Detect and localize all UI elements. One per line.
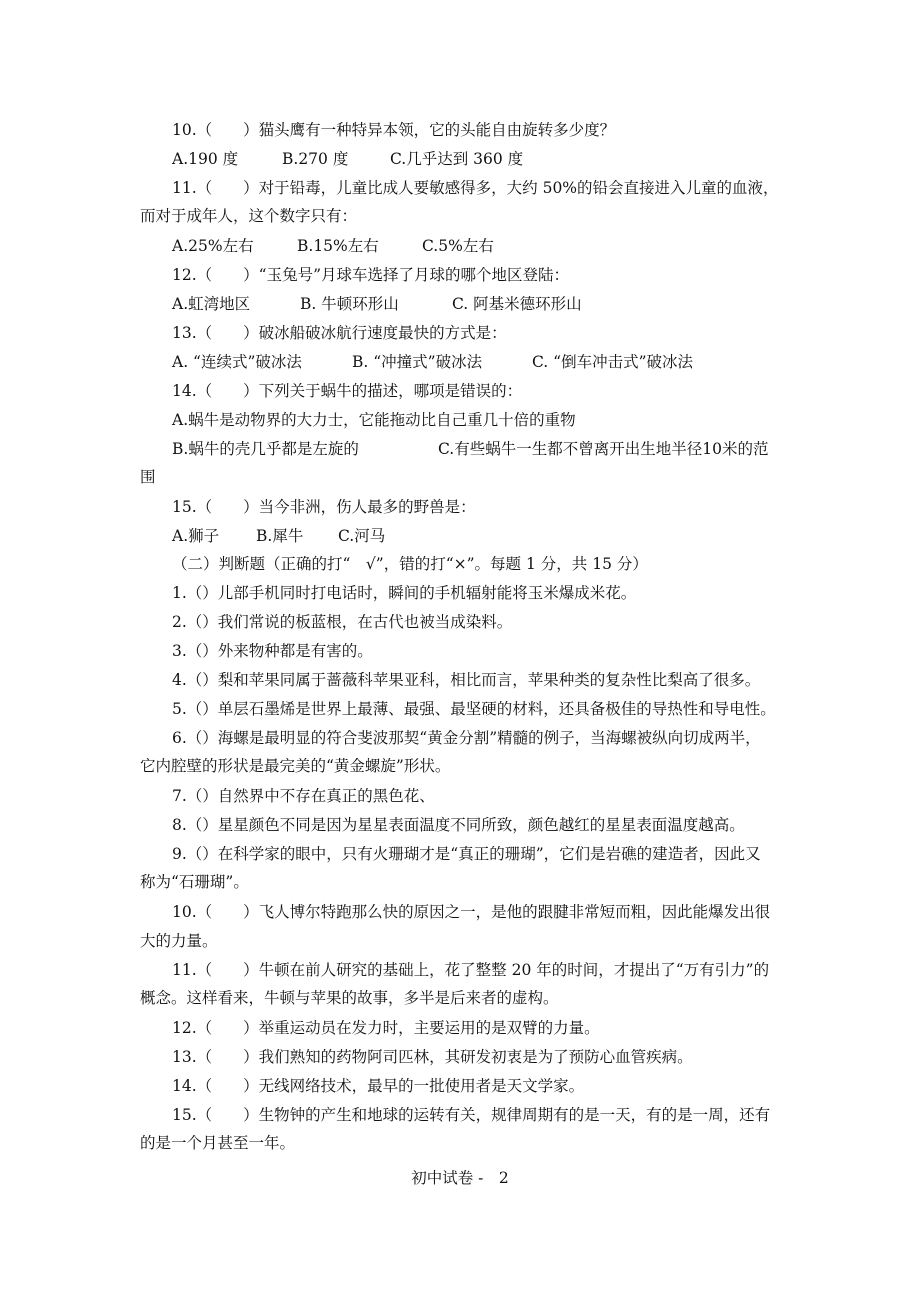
question-13: 13.（ ）破冰船破冰航行速度最快的方式是： bbox=[172, 324, 507, 342]
option-c: C.几乎达到 360 度 bbox=[390, 150, 524, 168]
options-15 bbox=[172, 526, 790, 546]
tf-question-9: 9.（）在科学家的眼中，只有火珊瑚才是“真正的珊瑚”，它们是岩礁的建造者，因此又 bbox=[172, 845, 761, 863]
tf-question-1: 1.（）儿部手机同时打电话时，瞬间的手机辐射能将玉米爆成米花。 bbox=[172, 584, 637, 602]
section-2-title: （二）判断题（正确的打“ √”，错的打“×”。每题 1 分，共 15 分） bbox=[172, 555, 648, 573]
tf-question-2: 2.（）我们常说的板蓝根，在古代也被当成染料。 bbox=[172, 613, 513, 631]
tf-question-5: 5.（）单层石墨烯是世界上最薄、最强、最坚硬的材料，还具备极佳的导热性和导电性。 bbox=[172, 700, 776, 718]
tf-question-6: 6.（）海螺是最明显的符合斐波那契“黄金分割”精髓的例子，当海螺被纵向切成两半， bbox=[172, 729, 761, 747]
option-b: B. 牛顿环形山 bbox=[300, 295, 399, 313]
options-13 bbox=[172, 352, 790, 372]
options-11 bbox=[172, 236, 790, 256]
option-c: C.河马 bbox=[338, 527, 386, 545]
option-b: B.15%左右 bbox=[297, 237, 379, 255]
option-a: A.狮子 bbox=[172, 527, 220, 545]
question-10: 10.（ ）猫头鹰有一种特异本领，它的头能自由旋转多少度？ bbox=[172, 121, 616, 139]
option-a: A.虹湾地区 bbox=[172, 295, 251, 313]
option-c: C. 阿基米德环形山 bbox=[452, 295, 582, 313]
question-12: 12.（ ）“玉兔号”月球车选择了月球的哪个地区登陆： bbox=[172, 266, 570, 284]
tf-question-4: 4.（）梨和苹果同属于蔷薇科苹果亚科，相比而言，苹果种类的复杂性比梨高了很多。 bbox=[172, 671, 761, 689]
tf-question-13: 13.（ ）我们熟知的药物阿司匹林，其研发初衷是为了预防心血管疾病。 bbox=[172, 1048, 693, 1066]
options-14-bc bbox=[172, 439, 790, 459]
tf-question-15-cont: 的是一个月甚至一年。 bbox=[140, 1134, 296, 1152]
option-c: C.有些蜗牛一生都不曾离开出生地半径10米的范 bbox=[438, 440, 769, 458]
option-b: B.蜗牛的壳几乎都是左旋的 bbox=[172, 440, 359, 458]
page-footer: 初中试卷 - 2 bbox=[411, 1169, 509, 1187]
question-11-cont: 而对于成年人，这个数字只有： bbox=[140, 207, 358, 225]
tf-question-3: 3.（）外来物种都是有害的。 bbox=[172, 642, 373, 660]
option-a: A.190 度 bbox=[172, 150, 239, 168]
option-b: B.犀牛 bbox=[256, 527, 304, 545]
question-14: 14.（ ）下列关于蜗牛的描述，哪项是错误的： bbox=[172, 382, 523, 400]
tf-question-7: 7.（）自然界中不存在真正的黑色花、 bbox=[172, 787, 435, 805]
tf-question-8: 8.（）星星颜色不同是因为星星表面温度不同所致，颜色越红的星星表面温度越高。 bbox=[172, 816, 745, 834]
options-12 bbox=[172, 294, 790, 314]
question-11: 11.（ ）对于铅毒，儿童比成人要敏感得多，大约 50%的铅会直接进入儿童的血液， bbox=[172, 179, 779, 197]
tf-question-10: 10.（ ）飞人博尔特跑那么快的原因之一，是他的跟腱非常短而粗，因此能爆发出很 bbox=[172, 903, 771, 921]
tf-question-9-cont: 称为“石珊瑚”。 bbox=[140, 873, 249, 891]
option-a: A. “连续式”破冰法 bbox=[172, 353, 302, 371]
option-14-a: A.蜗牛是动物界的大力士，它能拖动比自己重几十倍的重物 bbox=[172, 411, 576, 429]
option-a: A.25%左右 bbox=[172, 237, 254, 255]
options-10 bbox=[172, 149, 790, 169]
tf-question-10-cont: 大的力量。 bbox=[140, 932, 218, 950]
option-b: B. “冲撞式”破冰法 bbox=[352, 353, 483, 371]
tf-question-11: 11.（ ）牛顿在前人研究的基础上，花了整整 20 年的时间，才提出了“万有引力”的 bbox=[172, 961, 770, 979]
option-c: C.5%左右 bbox=[422, 237, 494, 255]
tf-question-6-cont: 它内腔壁的形状是最完美的“黄金螺旋”形状。 bbox=[140, 757, 451, 775]
question-15: 15.（ ）当今非洲，伤人最多的野兽是： bbox=[172, 498, 476, 516]
tf-question-14: 14.（ ）无线网络技术，最早的一批使用者是天文学家。 bbox=[172, 1077, 585, 1095]
option-b: B.270 度 bbox=[282, 150, 349, 168]
tf-question-11-cont: 概念。这样看来，牛顿与苹果的故事，多半是后来者的虚构。 bbox=[140, 989, 559, 1007]
option-14-c-cont: 围 bbox=[140, 468, 156, 486]
tf-question-12: 12.（ ）举重运动员在发力时，主要运用的是双臂的力量。 bbox=[172, 1019, 600, 1037]
option-c: C. “倒车冲击式”破冰法 bbox=[532, 353, 694, 371]
tf-question-15: 15.（ ）生物钟的产生和地球的运转有关，规律周期有的是一天，有的是一周，还有 bbox=[172, 1106, 771, 1124]
